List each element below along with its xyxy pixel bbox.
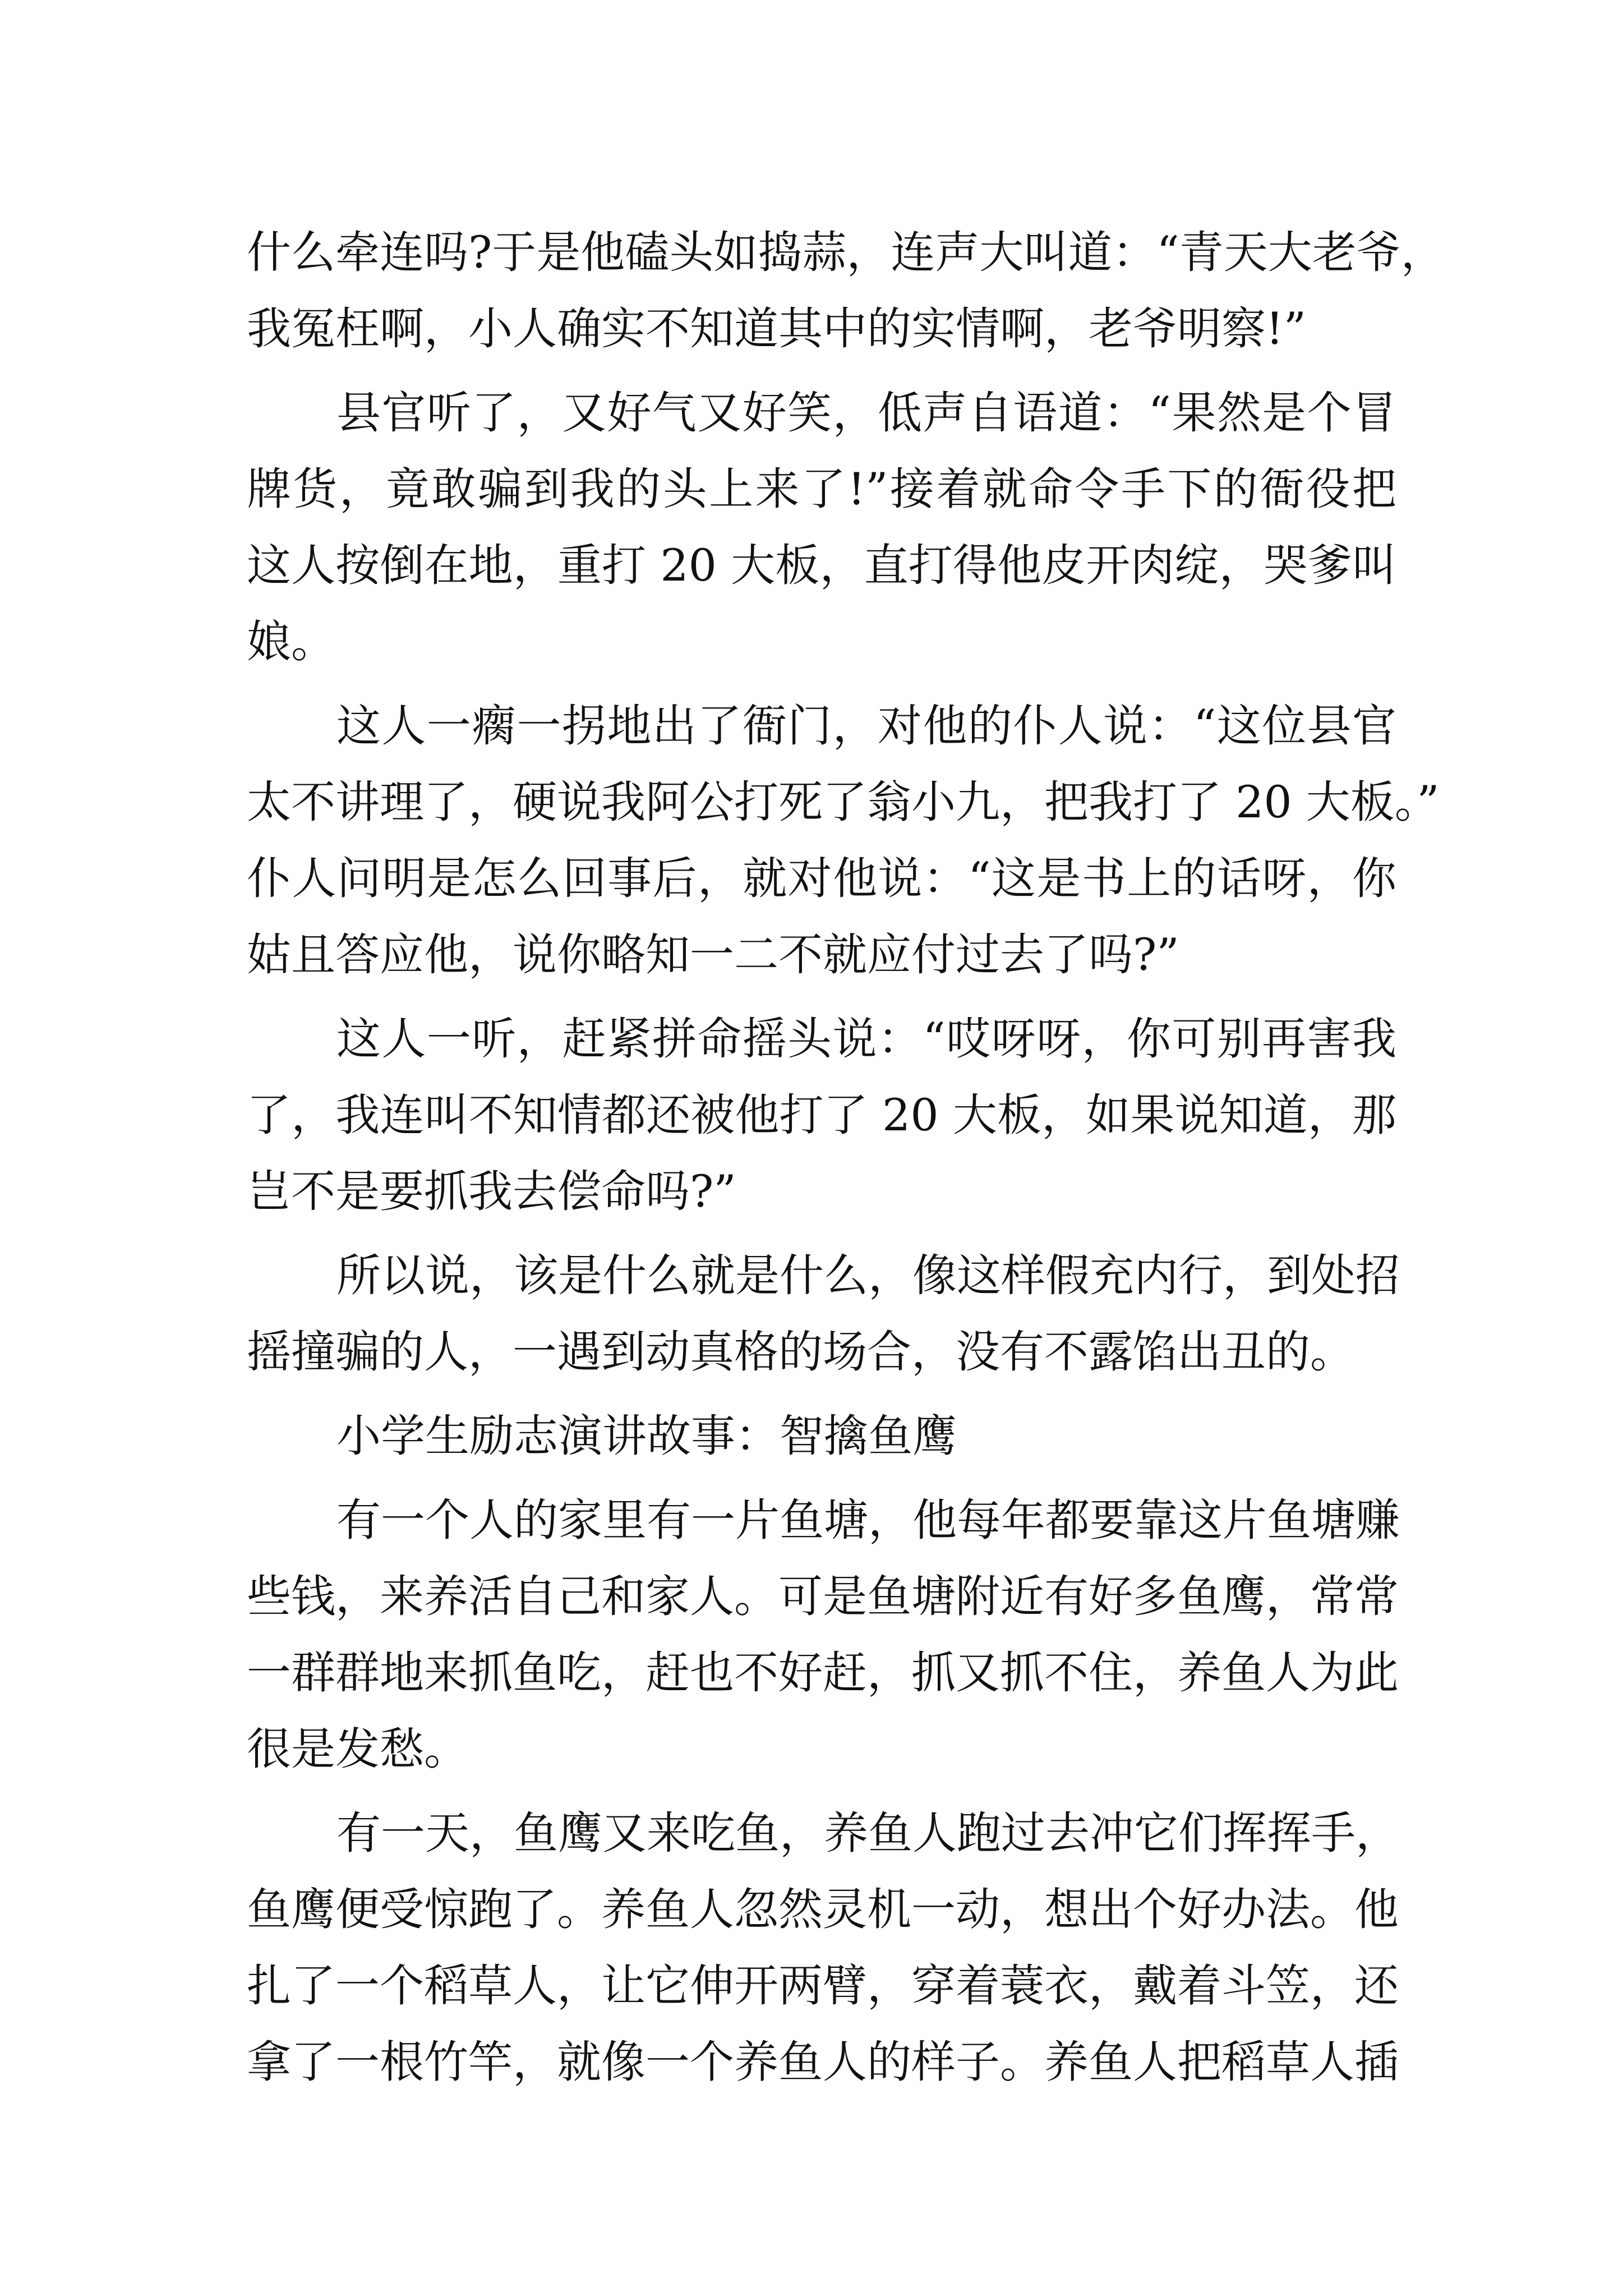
text-line: 这人按倒在地，重打 20 大板，直打得他皮开肉绽，哭爹叫 [247,540,1396,591]
text-line: 摇撞骗的人，一遇到动真格的场合，没有不露馅出丑的。 [247,1326,1354,1378]
text-line: 仆人问明是怎么回事后，就对他说：“这是书上的话呀，你 [247,853,1396,904]
paragraph-first-line: 有一天，鱼鹰又来吃鱼，养鱼人跑过去冲它们挥挥手， [336,1807,1400,1859]
text-line: 什么牵连吗?于是他磕头如捣蒜，连声大叫道：“青天大老爷， [247,227,1445,278]
text-line: 我冤枉啊，小人确实不知道其中的实情啊，老爷明察!” [247,303,1307,355]
text-line: 太不讲理了，硬说我阿公打死了翁小九，把我打了 20 大板。” [247,776,1440,828]
text-line: 很是发愁。 [247,1723,468,1775]
paragraph-first-line: 县官听了，又好气又好笑，低声自语道：“果然是个冒 [336,387,1396,439]
text-line: 拿了一根竹竿，就像一个养鱼人的样子。养鱼人把稻草人插 [247,2036,1399,2088]
body-text [247,214,1445,2100]
paragraph-first-line: 这人一听，赶紧拼命摇头说：“哎呀呀，你可别再害我 [336,1013,1396,1065]
text-line: 扎了一个稻草人，让它伸开两臂，穿着蓑衣，戴着斗笠，还 [247,1960,1399,2012]
text-line: 岂不是要抓我去偿命吗?” [247,1166,736,1217]
paragraph-first-line: 有一个人的家里有一片鱼塘，他每年都要靠这片鱼塘赚 [336,1494,1400,1546]
text-line: 了，我连叫不知情都还被他打了 20 大板，如果说知道，那 [247,1089,1396,1141]
text-line: 娘。 [247,616,335,668]
text-line: 一群群地来抓鱼吃，赶也不好赶，抓又抓不住，养鱼人为此 [247,1647,1399,1699]
text-line: 姑且答应他，说你略知一二不就应付过去了吗?” [247,929,1179,981]
section-heading: 小学生励志演讲故事：智擒鱼鹰 [336,1410,957,1462]
paragraph-first-line: 所以说，该是什么就是什么，像这样假充内行，到处招 [336,1250,1400,1301]
text-line: 牌货，竟敢骗到我的头上来了!”接着就命令手下的衙役把 [247,463,1396,515]
paragraph-first-line: 这人一瘸一拐地出了衙门，对他的仆人说：“这位县官 [336,700,1396,752]
text-line: 些钱，来养活自己和家人。可是鱼塘附近有好多鱼鹰，常常 [247,1571,1399,1622]
text-line: 鱼鹰便受惊跑了。养鱼人忽然灵机一动，想出个好办法。他 [247,1884,1399,1935]
